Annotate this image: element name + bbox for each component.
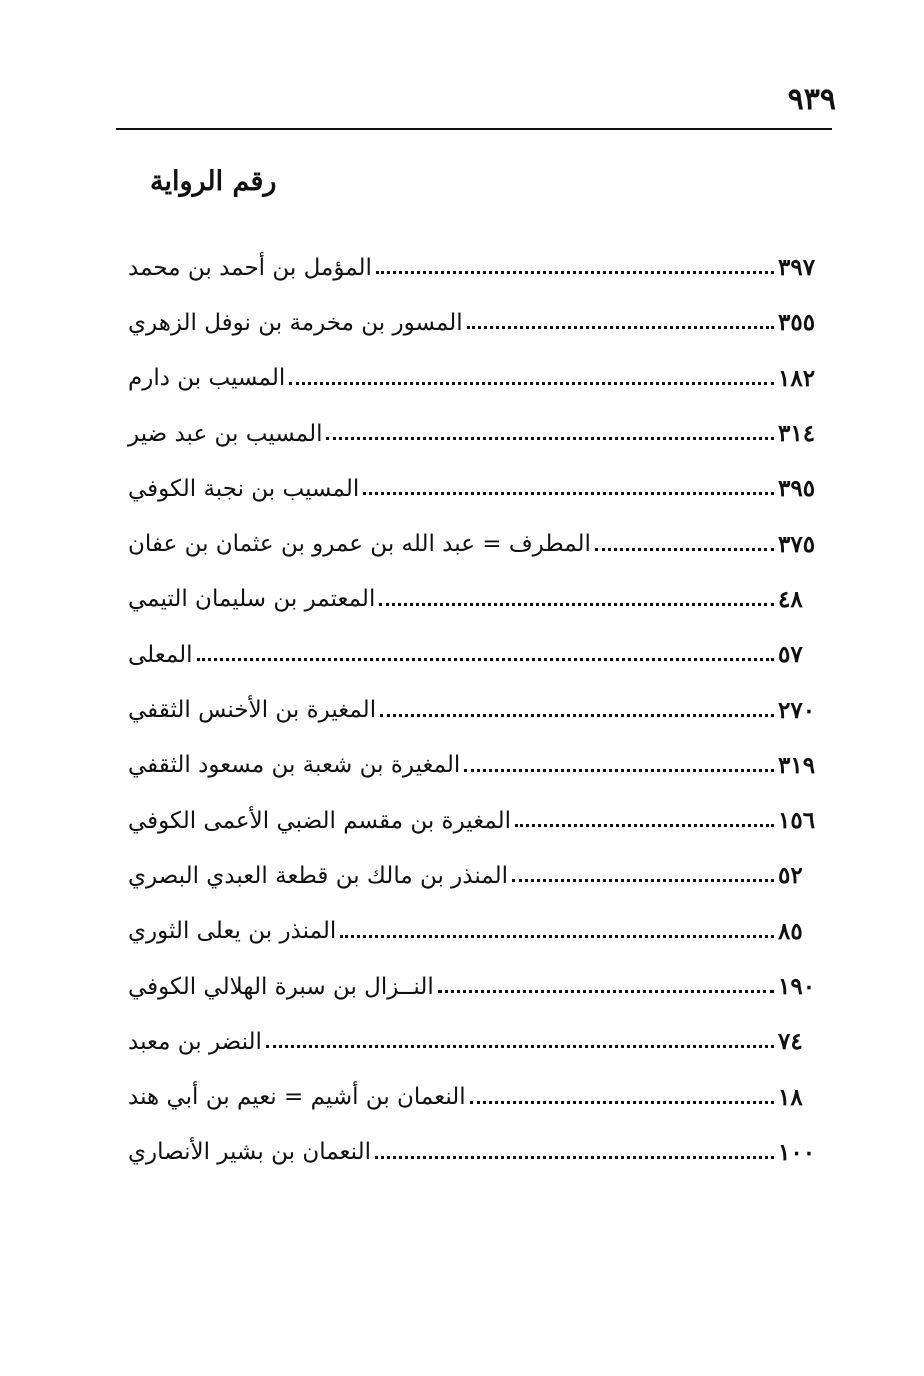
- dot-leader: [515, 824, 774, 827]
- entry-name: المغيرة بن مقسم الضبي الأعمى الكوفي: [128, 807, 512, 834]
- index-entry: [128, 351, 834, 406]
- index-entry: [128, 1125, 834, 1180]
- dot-leader: [326, 437, 774, 440]
- narration-number: ٣١٤: [778, 420, 816, 448]
- index-entry: [128, 682, 834, 737]
- page-number: ٩٣٩: [787, 82, 836, 117]
- entry-name: المسيب بن نجبة الكوفي: [128, 475, 360, 502]
- narration-number: ١٠٠: [778, 1138, 816, 1166]
- dot-leader: [464, 769, 774, 772]
- index-entry: [128, 1069, 834, 1124]
- narration-number: ٢٧٠: [778, 696, 816, 724]
- index-entry: [128, 572, 834, 627]
- entry-name: المسور بن مخرمة بن نوفل الزهري: [128, 309, 463, 336]
- narration-number: ٤٨: [778, 585, 803, 613]
- entry-name: المسيب بن عبد ضير: [128, 420, 323, 447]
- dot-leader: [467, 326, 774, 329]
- dot-leader: [380, 714, 774, 717]
- entry-name: المعلى: [128, 641, 193, 668]
- index-entry: [128, 848, 834, 903]
- index-entry: [128, 461, 834, 516]
- narration-number: ٣٩٧: [778, 254, 816, 282]
- entry-name: المغيرة بن شعبة بن مسعود الثقفي: [128, 752, 461, 779]
- entry-name: المغيرة بن الأخنس الثقفي: [128, 697, 377, 724]
- entry-name: النــزال بن سبرة الهلالي الكوفي: [128, 973, 434, 1000]
- entry-name: النضر بن معبد: [128, 1028, 262, 1055]
- index-entry: [128, 406, 834, 461]
- index-entry: [128, 1014, 834, 1069]
- entry-name: المؤمل بن أحمد بن محمد: [128, 254, 372, 281]
- entry-name: النعمان بن أشيم = نعيم بن أبي هند: [128, 1084, 466, 1111]
- dot-leader: [266, 1045, 774, 1048]
- dot-leader: [197, 658, 774, 661]
- narration-number: ١٩٠: [778, 973, 816, 1000]
- narration-number: ٣٥٥: [778, 309, 816, 337]
- index-entry: [128, 295, 834, 350]
- narration-number: ٨٥: [778, 917, 803, 945]
- dot-leader: [289, 382, 774, 385]
- column-heading: رقم الرواية: [150, 166, 277, 197]
- header-rule: [116, 128, 832, 130]
- dot-leader: [375, 1156, 774, 1159]
- narration-number: ٥٧: [778, 641, 803, 669]
- narration-number: ٥٢: [778, 862, 803, 890]
- index-entry: [128, 516, 834, 571]
- entry-name: المنذر بن يعلى الثوري: [128, 918, 337, 945]
- dot-leader: [470, 1101, 774, 1104]
- entry-name: المسيب بن دارم: [128, 365, 286, 392]
- narration-number: ٣٧٥: [778, 530, 816, 558]
- index-entry: [128, 627, 834, 682]
- dot-leader: [363, 492, 774, 495]
- index-entry: [128, 959, 834, 1014]
- narration-number: ٣١٩: [778, 751, 816, 779]
- index-entry: [128, 738, 834, 793]
- narration-number: ١٨٢: [778, 364, 816, 392]
- index-entry: [128, 793, 834, 848]
- index-list: [128, 240, 834, 1180]
- index-entry: [128, 240, 834, 295]
- entry-name: المعتمر بن سليمان التيمي: [128, 586, 376, 613]
- dot-leader: [379, 603, 774, 606]
- entry-name: المطرف = عبد الله بن عمرو بن عثمان بن عفان: [128, 531, 591, 558]
- dot-leader: [340, 935, 774, 938]
- narration-number: ٣٩٥: [778, 475, 816, 503]
- dot-leader: [438, 990, 774, 993]
- narration-number: ١٥٦: [778, 807, 816, 835]
- dot-leader: [376, 271, 774, 274]
- narration-number: ١٨: [778, 1083, 803, 1111]
- dot-leader: [512, 879, 774, 882]
- entry-name: النعمان بن بشير الأنصاري: [128, 1139, 371, 1166]
- entry-name: المنذر بن مالك بن قطعة العبدي البصري: [128, 862, 508, 889]
- narration-number: ٧٤: [778, 1028, 803, 1056]
- dot-leader: [595, 548, 774, 551]
- index-entry: [128, 904, 834, 959]
